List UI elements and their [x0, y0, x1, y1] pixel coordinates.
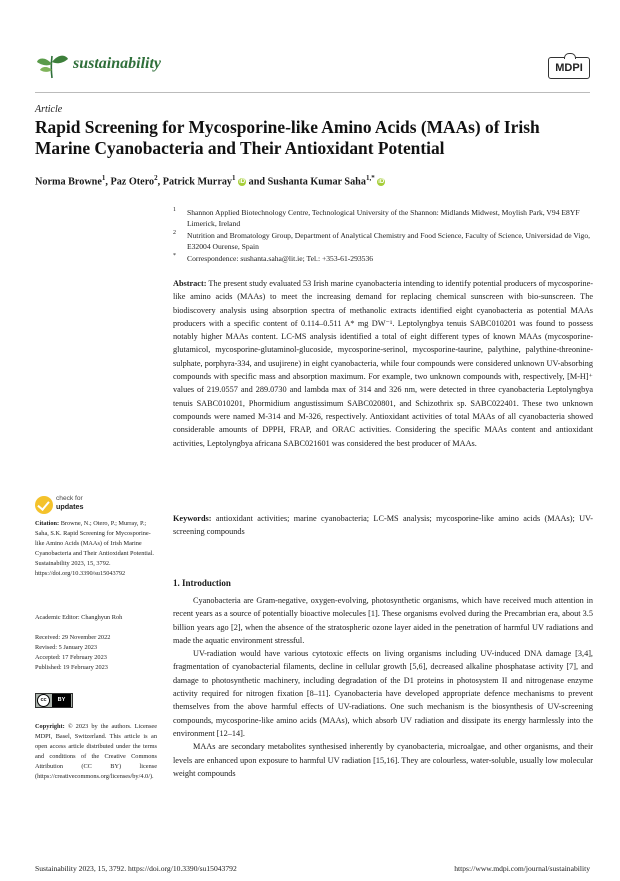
paragraph: Cyanobacteria are Gram-negative, oxygen-evolving, photosynthetic organisms, which have received much attention in recent years as a source of potentially bioactive molecules [1]. These organisms evolved during the Precambrian era, about 3.5 billion years ago [2], when the absence of the stratospheric ozone layer aided in the penetration of harmful UV radiations and made the aquatic environment stressful.: [173, 596, 593, 645]
abstract: [173, 277, 593, 450]
author-list: Norma Browne$^1$, Paz Otero$^2$, Patrick Murray$^1$ iD and Sushanta Kumar Saha$^{1,*}$ iD: [35, 174, 385, 188]
author-affil-sup: 1: [101, 174, 106, 182]
author-name[interactable]: Paz Otero: [110, 176, 155, 188]
check-for-updates-icon[interactable]: [35, 496, 53, 514]
date-published: Published: 19 February 2023: [35, 663, 108, 671]
keywords-label: Keywords:: [173, 514, 212, 523]
section-body: [173, 594, 593, 780]
author-affil-sup: 2: [154, 174, 158, 182]
copyright-text: © 2023 by the authors. Licensee MDPI, Basel, Switzerland. This article is an open access article distributed under the terms and conditions of the Creative Commons Attribution (CC BY) license (https://creativecommons.org/licenses/by/4.0/).: [35, 723, 158, 780]
abstract-label: Abstract:: [173, 279, 207, 288]
affiliation-2: 2 Nutrition and Bromatology Group, Department of Analytical Chemistry and Food Science, Faculty of Science, Universidad de Vigo, E32004 Ourense, Spain: [173, 230, 591, 252]
abstract-text: The present study evaluated 53 Irish marine cyanobacteria intending to identify potential producers of mycosporine-like amino acids (MAAs) to meet the increasing demand for replacing chemical sunscreen with bio-sunscreen. The biodiscovery analysis using absorption spectra of methanolic extracts identified eight cyanobacteria as potential MAAs producers with a specific content of 0.114–0.511 A* mg DW⁻¹. Leptolyngbya tenuis SABC010201 was found to possess notably higher MAAs content. LC-MS analysis identified a total of eight different types of known MAAs (mycosporine-glutamicol, mycosporine-glutaminol-glucoside, mycosporine-serinol, mycosporine-taurine, palythine, palythine-threonine-sulphate, porphyra-334, and usujirene) in eight cyanobacteria, while four compounds were considered unknown UV-absorbing compounds with specific mass and absorption maximum. For example, two unknown compounds with, respectively, [M-H]⁺ values of 219.0557 and 289.0730 and lambda max of 314 and 326 nm, were detected in three cyanobacteria Leptolyngbya tenuis SABC010201, Phormidium angustissimum SABC020801, and Schizothrix sp. SABC022401. These two unknown compounds were named M-314 and M-326, respectively. Antioxidant activities of total MAAs of all cyanobacteria showed considerable amounts of DPPH, FRAP, and ORAC activities. Considering the specific MAAs content and antioxidant activities, Leptolyngbya africana SABC021601 was considered the best producer of MAAs.: [173, 279, 593, 448]
header-divider: [35, 92, 590, 93]
copyright-block: [35, 722, 157, 781]
correspondence: * Correspondence: sushanta.saha@lit.ie; Tel.: +353-61-293536: [173, 253, 374, 263]
date-received: Received: 29 November 2022: [35, 634, 111, 641]
author-name[interactable]: Patrick Murray: [162, 176, 233, 188]
footer-journal-url[interactable]: https://www.mdpi.com/journal/sustainability: [454, 864, 590, 873]
mdpi-logo: MDPI: [548, 57, 590, 79]
keywords-text: antioxidant activities; marine cyanobacteria; LC-MS analysis; mycosporine-like amino acids (MAAs); UV-screening compounds: [173, 514, 594, 537]
academic-editor: Academic Editor: Changhyun Roh: [35, 614, 123, 621]
cc-by-license-icon[interactable]: cc BY: [35, 693, 73, 708]
check-for-updates[interactable]: check for updates: [56, 495, 84, 511]
date-accepted: Accepted: 17 February 2023: [35, 653, 107, 661]
affiliation-1: 1 Shannon Applied Biotechnology Centre, Technological University of the Shannon: Midlands Midwest, Moylish Park, V94 E8YF Limerick, Ireland: [173, 207, 580, 229]
paragraph: MAAs are secondary metabolites synthesised inherently by cyanobacteria, microalgae, and other organisms, and their levels are enhanced upon exposure to harmful UV radiation [15,16]. They are colourless, water-soluble, usually low molecular weight compounds: [173, 742, 593, 778]
paper-title: Rapid Screening for Mycosporine-like Amino Acids (MAAs) of Irish Marine Cyanobacteria and Their Antioxidant Potential: [35, 117, 540, 158]
orcid-icon[interactable]: iD: [378, 179, 385, 186]
author-affil-sup: 1,*: [365, 174, 375, 182]
citation-label: Citation:: [35, 520, 60, 527]
paragraph: UV-radiation would have various cytotoxic effects on living organisms including UV-induced DNA damage [3,4], fragmentation of cyanobacterial filaments, decline in cellular growth [5,6], decreased alkaline phosphatase activity [7], and damage to photosynthetic machinery, including degradation of the D1 proteins in photosystem II and nitrogenase enzyme activity required for nitrogen fixation [8–11]. Cyanobacteria have developed appropriate defence mechanisms to prevent themselves from the above harmful effects of UV-radiations. One such mechanism is the biosynthesis of UV-screening compounds, mycosporine-like amino acids (MAAs), which absorb UV radiation and dissipate its energy harmlessly into the environment [12–14].: [173, 649, 593, 738]
copyright-label: Copyright:: [35, 723, 65, 730]
author-name[interactable]: Norma Browne: [35, 176, 102, 188]
journal-name: sustainability: [73, 55, 162, 72]
footer-citation[interactable]: Sustainability 2023, 15, 3792. https://doi.org/10.3390/su15043792: [35, 864, 237, 873]
citation-text: Browne, N.; Otero, P.; Murray, P.; Saha, S.K. Rapid Screening for Mycosporine-like Amino Acids (MAAs) of Irish Marine Cyanobacteria and Their Antioxidant Potential. Sustainability 2023, 15, 3792. https://doi.org/10.3390/su15043792: [35, 520, 154, 577]
publication-dates: [35, 633, 157, 673]
section-heading: 1. Introduction: [173, 578, 231, 588]
date-revised: Revised: 5 January 2023: [35, 643, 98, 651]
orcid-icon[interactable]: iD: [239, 179, 246, 186]
citation-block: [35, 519, 157, 578]
author-affil-sup: 1: [232, 174, 236, 182]
author-name[interactable]: Sushanta Kumar Saha: [267, 176, 366, 188]
article-type: Article: [35, 104, 63, 115]
keywords: [173, 512, 593, 539]
journal-leaf-logo-icon: [35, 50, 69, 80]
